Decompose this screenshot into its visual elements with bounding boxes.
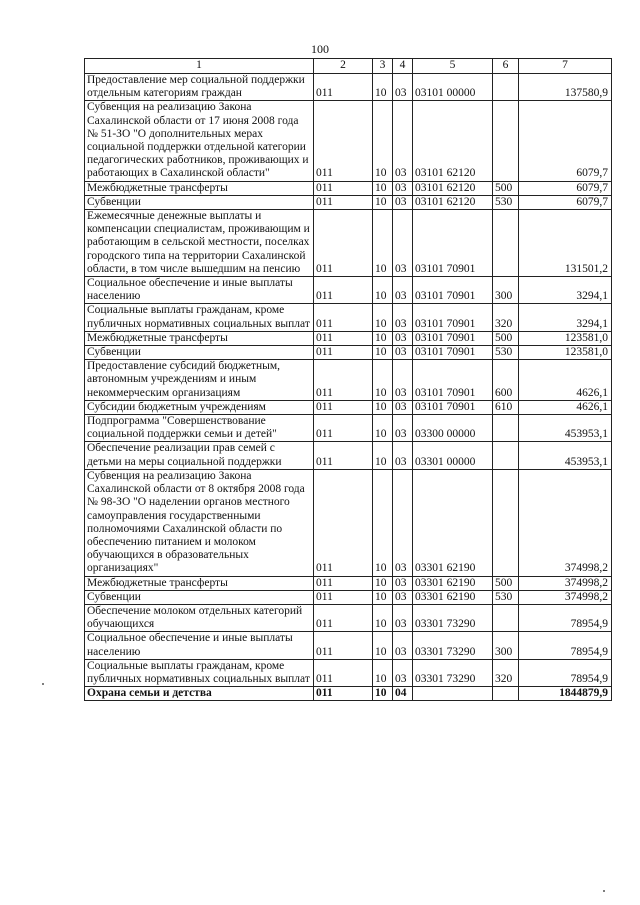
table-row (85, 277, 612, 304)
row-c7: 78954,9 (519, 659, 612, 686)
row-c7: 6079,7 (519, 195, 612, 209)
row-name: Обеспечение реализации прав семей с детьми на меры социальной поддержки (85, 442, 314, 469)
row-c7: 78954,9 (519, 632, 612, 659)
row-c4: 03 (393, 360, 413, 401)
row-c4: 03 (393, 304, 413, 331)
row-c7: 374998,2 (519, 469, 612, 576)
header-cell: 4 (393, 59, 413, 74)
row-c6: 500 (493, 331, 519, 345)
header-cell: 1 (85, 59, 314, 74)
row-name: Охрана семьи и детства (85, 687, 314, 701)
row-name: Предоставление мер социальной поддержки отдельным категориям граждан (85, 74, 314, 101)
table-row (85, 74, 612, 101)
scan-speck (42, 683, 44, 685)
row-c5: 03101 62120 (413, 101, 493, 181)
row-c2: 011 (314, 331, 373, 345)
row-c3: 10 (373, 659, 393, 686)
row-c3: 10 (373, 210, 393, 277)
page-number: 100 (311, 42, 329, 56)
row-c4: 03 (393, 576, 413, 590)
row-c4: 03 (393, 415, 413, 442)
table-row (85, 415, 612, 442)
row-c3: 10 (373, 195, 393, 209)
row-c5: 03101 70901 (413, 331, 493, 345)
row-c6: 610 (493, 400, 519, 414)
row-c2: 011 (314, 659, 373, 686)
row-c7: 123581,0 (519, 346, 612, 360)
row-c6 (493, 469, 519, 576)
row-c3: 10 (373, 400, 393, 414)
row-c2: 011 (314, 181, 373, 195)
table-row (85, 304, 612, 331)
row-c7: 1844879,9 (519, 687, 612, 701)
header-cell: 6 (493, 59, 519, 74)
row-c7: 131501,2 (519, 210, 612, 277)
row-c2: 011 (314, 304, 373, 331)
row-name: Межбюджетные трансферты (85, 576, 314, 590)
row-c4: 03 (393, 590, 413, 604)
row-c7: 123581,0 (519, 331, 612, 345)
row-c2: 011 (314, 442, 373, 469)
row-c2: 011 (314, 415, 373, 442)
row-c6 (493, 101, 519, 181)
row-c4: 03 (393, 74, 413, 101)
table-row (85, 604, 612, 631)
table-row (85, 360, 612, 401)
row-c7: 6079,7 (519, 101, 612, 181)
row-c6 (493, 210, 519, 277)
row-c3: 10 (373, 632, 393, 659)
row-c5: 03101 00000 (413, 74, 493, 101)
row-c5 (413, 687, 493, 701)
header-cell: 3 (373, 59, 393, 74)
row-c3: 10 (373, 346, 393, 360)
row-c3: 10 (373, 360, 393, 401)
table-row (85, 346, 612, 360)
row-c2: 011 (314, 360, 373, 401)
row-c5: 03301 73290 (413, 659, 493, 686)
row-c4: 03 (393, 442, 413, 469)
row-c2: 011 (314, 74, 373, 101)
row-c2: 011 (314, 604, 373, 631)
row-name: Ежемесячные денежные выплаты и компенсации специалистам, проживающим и работающим в сельской местности, поселках городского типа на территории Сахалинской области, в том числе вышедшим на пенсию (85, 210, 314, 277)
row-c3: 10 (373, 604, 393, 631)
row-c7: 3294,1 (519, 277, 612, 304)
row-name: Социальные выплаты гражданам, кроме публичных нормативных социальных выплат (85, 659, 314, 686)
row-c6 (493, 442, 519, 469)
row-c2: 011 (314, 210, 373, 277)
row-c5: 03301 62190 (413, 576, 493, 590)
row-c7: 3294,1 (519, 304, 612, 331)
row-c7: 78954,9 (519, 604, 612, 631)
row-c7: 453953,1 (519, 415, 612, 442)
row-c7: 137580,9 (519, 74, 612, 101)
row-c5: 03101 70901 (413, 277, 493, 304)
row-c3: 10 (373, 469, 393, 576)
row-c6: 300 (493, 632, 519, 659)
table-row (85, 181, 612, 195)
header-cell: 5 (413, 59, 493, 74)
row-c4: 03 (393, 400, 413, 414)
row-c3: 10 (373, 74, 393, 101)
row-c7: 4626,1 (519, 400, 612, 414)
row-c4: 03 (393, 195, 413, 209)
row-name: Субвенция на реализацию Закона Сахалинской области от 17 июня 2008 года № 51-ЗО "О дополнительных мерах социальной поддержки отдельной категории педагогических работников, проживающих и работающих в Сахалинской области" (85, 101, 314, 181)
row-name: Подпрограмма "Совершенствование социальной поддержки семьи и детей" (85, 415, 314, 442)
row-name: Субвенция на реализацию Закона Сахалинской области от 8 октября 2008 года № 98-ЗО "О наделении органов местного самоуправления государственными полномочиями Сахалинской области по обеспечению питанием и молоком обучающихся в образовательных организациях" (85, 469, 314, 576)
row-c3: 10 (373, 415, 393, 442)
row-name: Социальное обеспечение и иные выплаты населению (85, 277, 314, 304)
row-c5: 03301 62190 (413, 469, 493, 576)
table-row (85, 195, 612, 209)
row-name: Субвенции (85, 195, 314, 209)
row-name: Обеспечение молоком отдельных категорий обучающихся (85, 604, 314, 631)
row-name: Субвенции (85, 346, 314, 360)
row-name: Межбюджетные трансферты (85, 181, 314, 195)
row-c5: 03101 70901 (413, 304, 493, 331)
row-c4: 03 (393, 277, 413, 304)
row-c4: 03 (393, 346, 413, 360)
row-c7: 453953,1 (519, 442, 612, 469)
row-c5: 03101 70901 (413, 346, 493, 360)
row-c7: 374998,2 (519, 590, 612, 604)
row-c4: 03 (393, 604, 413, 631)
row-c5: 03300 00000 (413, 415, 493, 442)
row-c3: 10 (373, 101, 393, 181)
row-c5: 03101 62120 (413, 195, 493, 209)
table-row (85, 632, 612, 659)
row-c7: 374998,2 (519, 576, 612, 590)
row-c2: 011 (314, 590, 373, 604)
row-c3: 10 (373, 576, 393, 590)
scan-speck (603, 890, 605, 892)
row-name: Социальные выплаты гражданам, кроме публичных нормативных социальных выплат (85, 304, 314, 331)
row-c3: 10 (373, 687, 393, 701)
row-c3: 10 (373, 590, 393, 604)
row-c6 (493, 74, 519, 101)
row-c5: 03301 73290 (413, 632, 493, 659)
row-c6: 500 (493, 181, 519, 195)
row-c4: 04 (393, 687, 413, 701)
row-name: Субсидии бюджетным учреждениям (85, 400, 314, 414)
row-c5: 03301 00000 (413, 442, 493, 469)
row-c6: 530 (493, 590, 519, 604)
row-c6: 600 (493, 360, 519, 401)
row-c4: 03 (393, 210, 413, 277)
table-row (85, 400, 612, 414)
row-c2: 011 (314, 632, 373, 659)
header-row (85, 59, 612, 74)
row-c4: 03 (393, 469, 413, 576)
row-c3: 10 (373, 331, 393, 345)
row-c5: 03101 70901 (413, 210, 493, 277)
table-row (85, 590, 612, 604)
table-row-clipped (85, 687, 612, 701)
header-cell: 2 (314, 59, 373, 74)
table-row (85, 576, 612, 590)
row-c3: 10 (373, 277, 393, 304)
row-name: Социальное обеспечение и иные выплаты населению (85, 632, 314, 659)
row-c6 (493, 604, 519, 631)
row-c4: 03 (393, 659, 413, 686)
table-row (85, 210, 612, 277)
row-c2: 011 (314, 687, 373, 701)
row-name: Субвенции (85, 590, 314, 604)
row-c2: 011 (314, 346, 373, 360)
row-c2: 011 (314, 101, 373, 181)
table-row (85, 659, 612, 686)
row-c3: 10 (373, 304, 393, 331)
row-c4: 03 (393, 331, 413, 345)
table-row (85, 442, 612, 469)
row-c4: 03 (393, 632, 413, 659)
row-c6 (493, 415, 519, 442)
row-c6: 530 (493, 195, 519, 209)
row-c7: 4626,1 (519, 360, 612, 401)
row-c5: 03301 73290 (413, 604, 493, 631)
table-row (85, 101, 612, 181)
table-row (85, 469, 612, 576)
row-c2: 011 (314, 195, 373, 209)
header-cell: 7 (519, 59, 612, 74)
row-c2: 011 (314, 277, 373, 304)
row-c4: 03 (393, 181, 413, 195)
row-c6 (493, 687, 519, 701)
row-c6: 320 (493, 659, 519, 686)
row-c2: 011 (314, 576, 373, 590)
row-c7: 6079,7 (519, 181, 612, 195)
row-name: Предоставление субсидий бюджетным, автономным учреждениям и иным некоммерческим организациям (85, 360, 314, 401)
row-c5: 03101 70901 (413, 360, 493, 401)
table-row (85, 331, 612, 345)
row-c5: 03301 62190 (413, 590, 493, 604)
row-c6: 320 (493, 304, 519, 331)
row-c3: 10 (373, 442, 393, 469)
row-c6: 530 (493, 346, 519, 360)
row-c2: 011 (314, 469, 373, 576)
row-c4: 03 (393, 101, 413, 181)
row-c2: 011 (314, 400, 373, 414)
row-c6: 500 (493, 576, 519, 590)
row-c6: 300 (493, 277, 519, 304)
row-c5: 03101 62120 (413, 181, 493, 195)
row-c5: 03101 70901 (413, 400, 493, 414)
row-name: Межбюджетные трансферты (85, 331, 314, 345)
budget-table (84, 58, 612, 701)
row-c3: 10 (373, 181, 393, 195)
